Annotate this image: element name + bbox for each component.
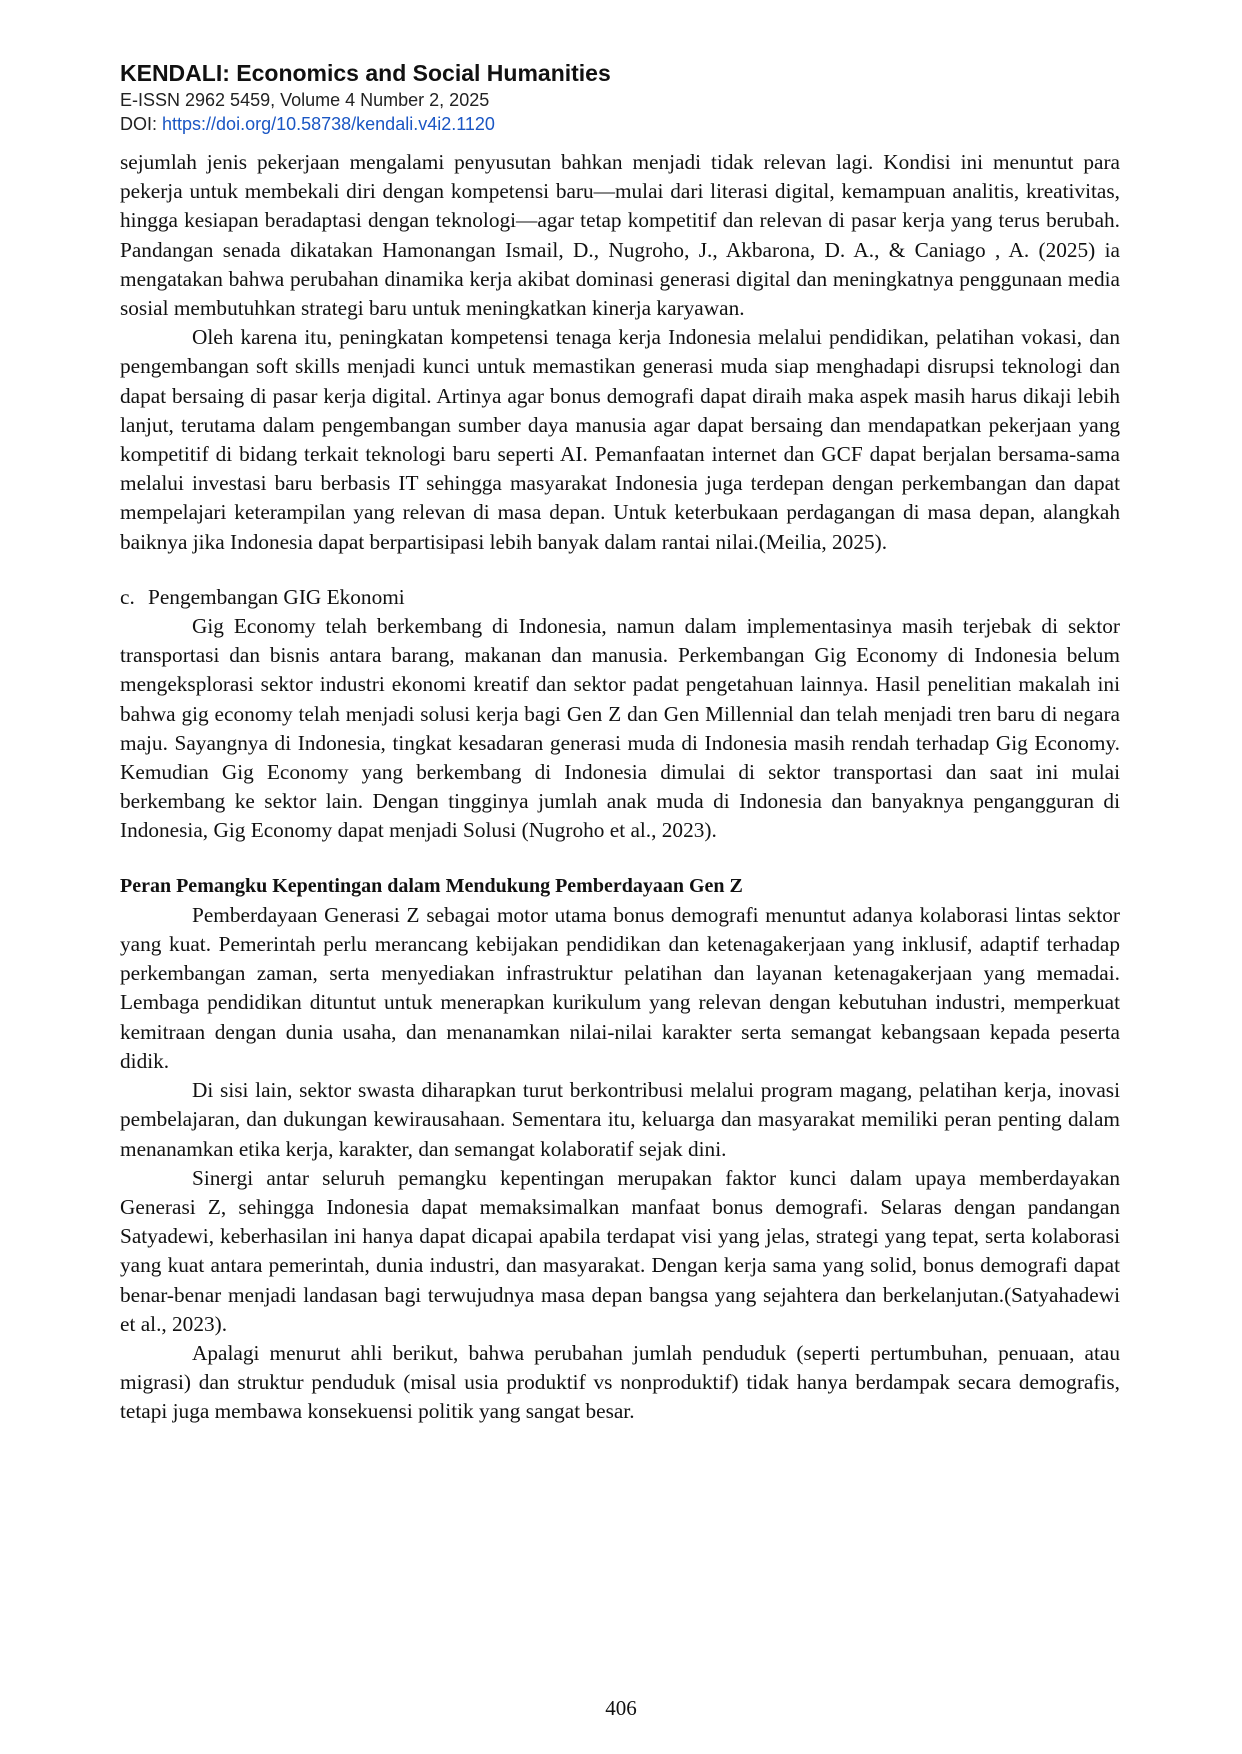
doi-link[interactable]: https://doi.org/10.58738/kendali.v4i2.1120 xyxy=(162,114,495,134)
journal-header xyxy=(120,58,1120,136)
spacer xyxy=(120,557,1120,569)
paragraph-6: Sinergi antar seluruh pemangku kepentingan merupakan faktor kunci dalam upaya memberdayakan Generasi Z, sehingga Indonesia dapat memaksimalkan manfaat bonus demografi. Selaras dengan pandangan Satyadewi, keberhasilan ini hanya dapat dicapai apabila terdapat visi yang jelas, strategi yang tepat, serta kolaborasi yang kuat antara pemerintah, dunia industri, dan masyarakat. Dengan kerja sama yang solid, bonus demografi dapat benar-benar menjadi landasan bagi terwujudnya masa depan bangsa yang sejahtera dan berkelanjutan.(Satyahadewi et al., 2023). xyxy=(120,1165,1120,1336)
doi-line xyxy=(120,112,1120,136)
doi-label: DOI: xyxy=(120,114,163,134)
paragraph-7: Apalagi menurut ahli berikut, bahwa perubahan jumlah penduduk (seperti pertumbuhan, penuaan, atau migrasi) dan struktur penduduk (misal usia produktif vs nonproduktif) tidak hanya berdampak secara demografis, tetapi juga membawa konsekuensi politik yang sangat besar. xyxy=(120,1340,1120,1424)
paragraph-1: sejumlah jenis pekerjaan mengalami penyusutan bahkan menjadi tidak relevan lagi. Kondisi ini menuntut para pekerja untuk membekali diri dengan kompetensi baru—mulai dari literasi digital, kemampuan analitis, kreativitas, hingga kesiapan beradaptasi dengan teknologi—agar tetap kompetitif dan relevan di pasar kerja yang terus berubah. Pandangan senada dikatakan Hamonangan Ismail, D., Nugroho, J., Akbarona, D. A., & Caniago , A. (2025) ia mengatakan bahwa perubahan dinamika kerja akibat dominasi generasi digital dan meningkatnya penggunaan media sosial membutuhkan strategi baru untuk meningkatkan kinerja karyawan. xyxy=(120,150,1120,321)
subheading-text: Pengembangan GIG Ekonomi xyxy=(148,584,405,609)
issn-line: E-ISSN 2962 5459, Volume 4 Number 2, 2025 xyxy=(120,90,490,110)
subheading-marker: c. xyxy=(120,584,135,609)
section-heading: Peran Pemangku Kepentingan dalam Mendukung Pemberdayaan Gen Z xyxy=(120,874,743,897)
page-number: 406 xyxy=(605,1696,637,1720)
paragraph-3: Gig Economy telah berkembang di Indonesia, namun dalam implementasinya masih terjebak di sektor transportasi dan bisnis antara barang, makanan dan manusia. Perkembangan Gig Economy di Indonesia belum mengeksplorasi sektor industri ekonomi kreatif dan sektor padat pengetahuan lainnya. Hasil penelitian makalah ini bahwa gig economy telah menjadi solusi kerja bagi Gen Z dan Gen Millennial dan telah menjadi tren baru di negara maju. Sayangnya di Indonesia, tingkat kesadaran generasi muda di Indonesia masih rendah terhadap Gig Economy. Kemudian Gig Economy yang berkembang di Indonesia dimulai di sektor transportasi dan saat ini mulai berkembang ke sektor lain. Dengan tingginya jumlah anak muda di Indonesia dan banyaknya pengangguran di Indonesia, Gig Economy dapat menjadi Solusi (Nugroho et al., 2023). xyxy=(120,614,1120,843)
subheading-c xyxy=(120,583,1120,612)
paper-page xyxy=(120,58,1120,1427)
paragraph-4: Pemberdayaan Generasi Z sebagai motor utama bonus demografi menuntut adanya kolaborasi lintas sektor yang kuat. Pemerintah perlu merancang kebijakan pendidikan dan ketenagakerjaan yang inklusif, adaptif terhadap perkembangan zaman, serta menyediakan infrastruktur pelatihan dan layanan ketenagakerjaan yang memadai. Lembaga pendidikan dituntut untuk menerapkan kurikulum yang relevan dengan kebutuhan industri, memperkuat kemitraan dengan dunia usaha, dan menanamkan nilai-nilai karakter serta semangat kebangsaan kepada peserta didik. xyxy=(120,902,1120,1073)
journal-title: KENDALI: Economics and Social Humanities xyxy=(120,60,611,86)
paragraph-2: Oleh karena itu, peningkatan kompetensi tenaga kerja Indonesia melalui pendidikan, pelatihan vokasi, dan pengembangan soft skills menjadi kunci untuk memastikan generasi muda siap menghadapi disrupsi teknologi dan dapat bersaing di pasar kerja digital. Artinya agar bonus demografi dapat diraih maka aspek masih harus dikaji lebih lanjut, terutama dalam pengembangan sumber daya manusia agar dapat bersaing dan mendapatkan pekerjaan yang kompetitif di bidang terkait teknologi baru seperti AI. Pemanfaatan internet dan GCF dapat berjalan bersama-sama melalui investasi baru berbasis IT sehingga masyarakat Indonesia juga terdepan dengan perkembangan dan dapat mempelajari keterampilan yang relevan di masa depan. Untuk keterbukaan perdagangan di masa depan, alangkah baiknya jika Indonesia dapat berpartisipasi lebih banyak dalam rantai nilai.(Meilia, 2025). xyxy=(120,325,1120,554)
paragraph-5: Di sisi lain, sektor swasta diharapkan turut berkontribusi melalui program magang, pelatihan kerja, inovasi pembelajaran, dan dukungan kewirausahaan. Sementara itu, keluarga dan masyarakat memiliki peran penting dalam menanamkan etika kerja, karakter, dan semangat kolaboratif sejak dini. xyxy=(120,1078,1120,1161)
spacer xyxy=(120,846,1120,858)
